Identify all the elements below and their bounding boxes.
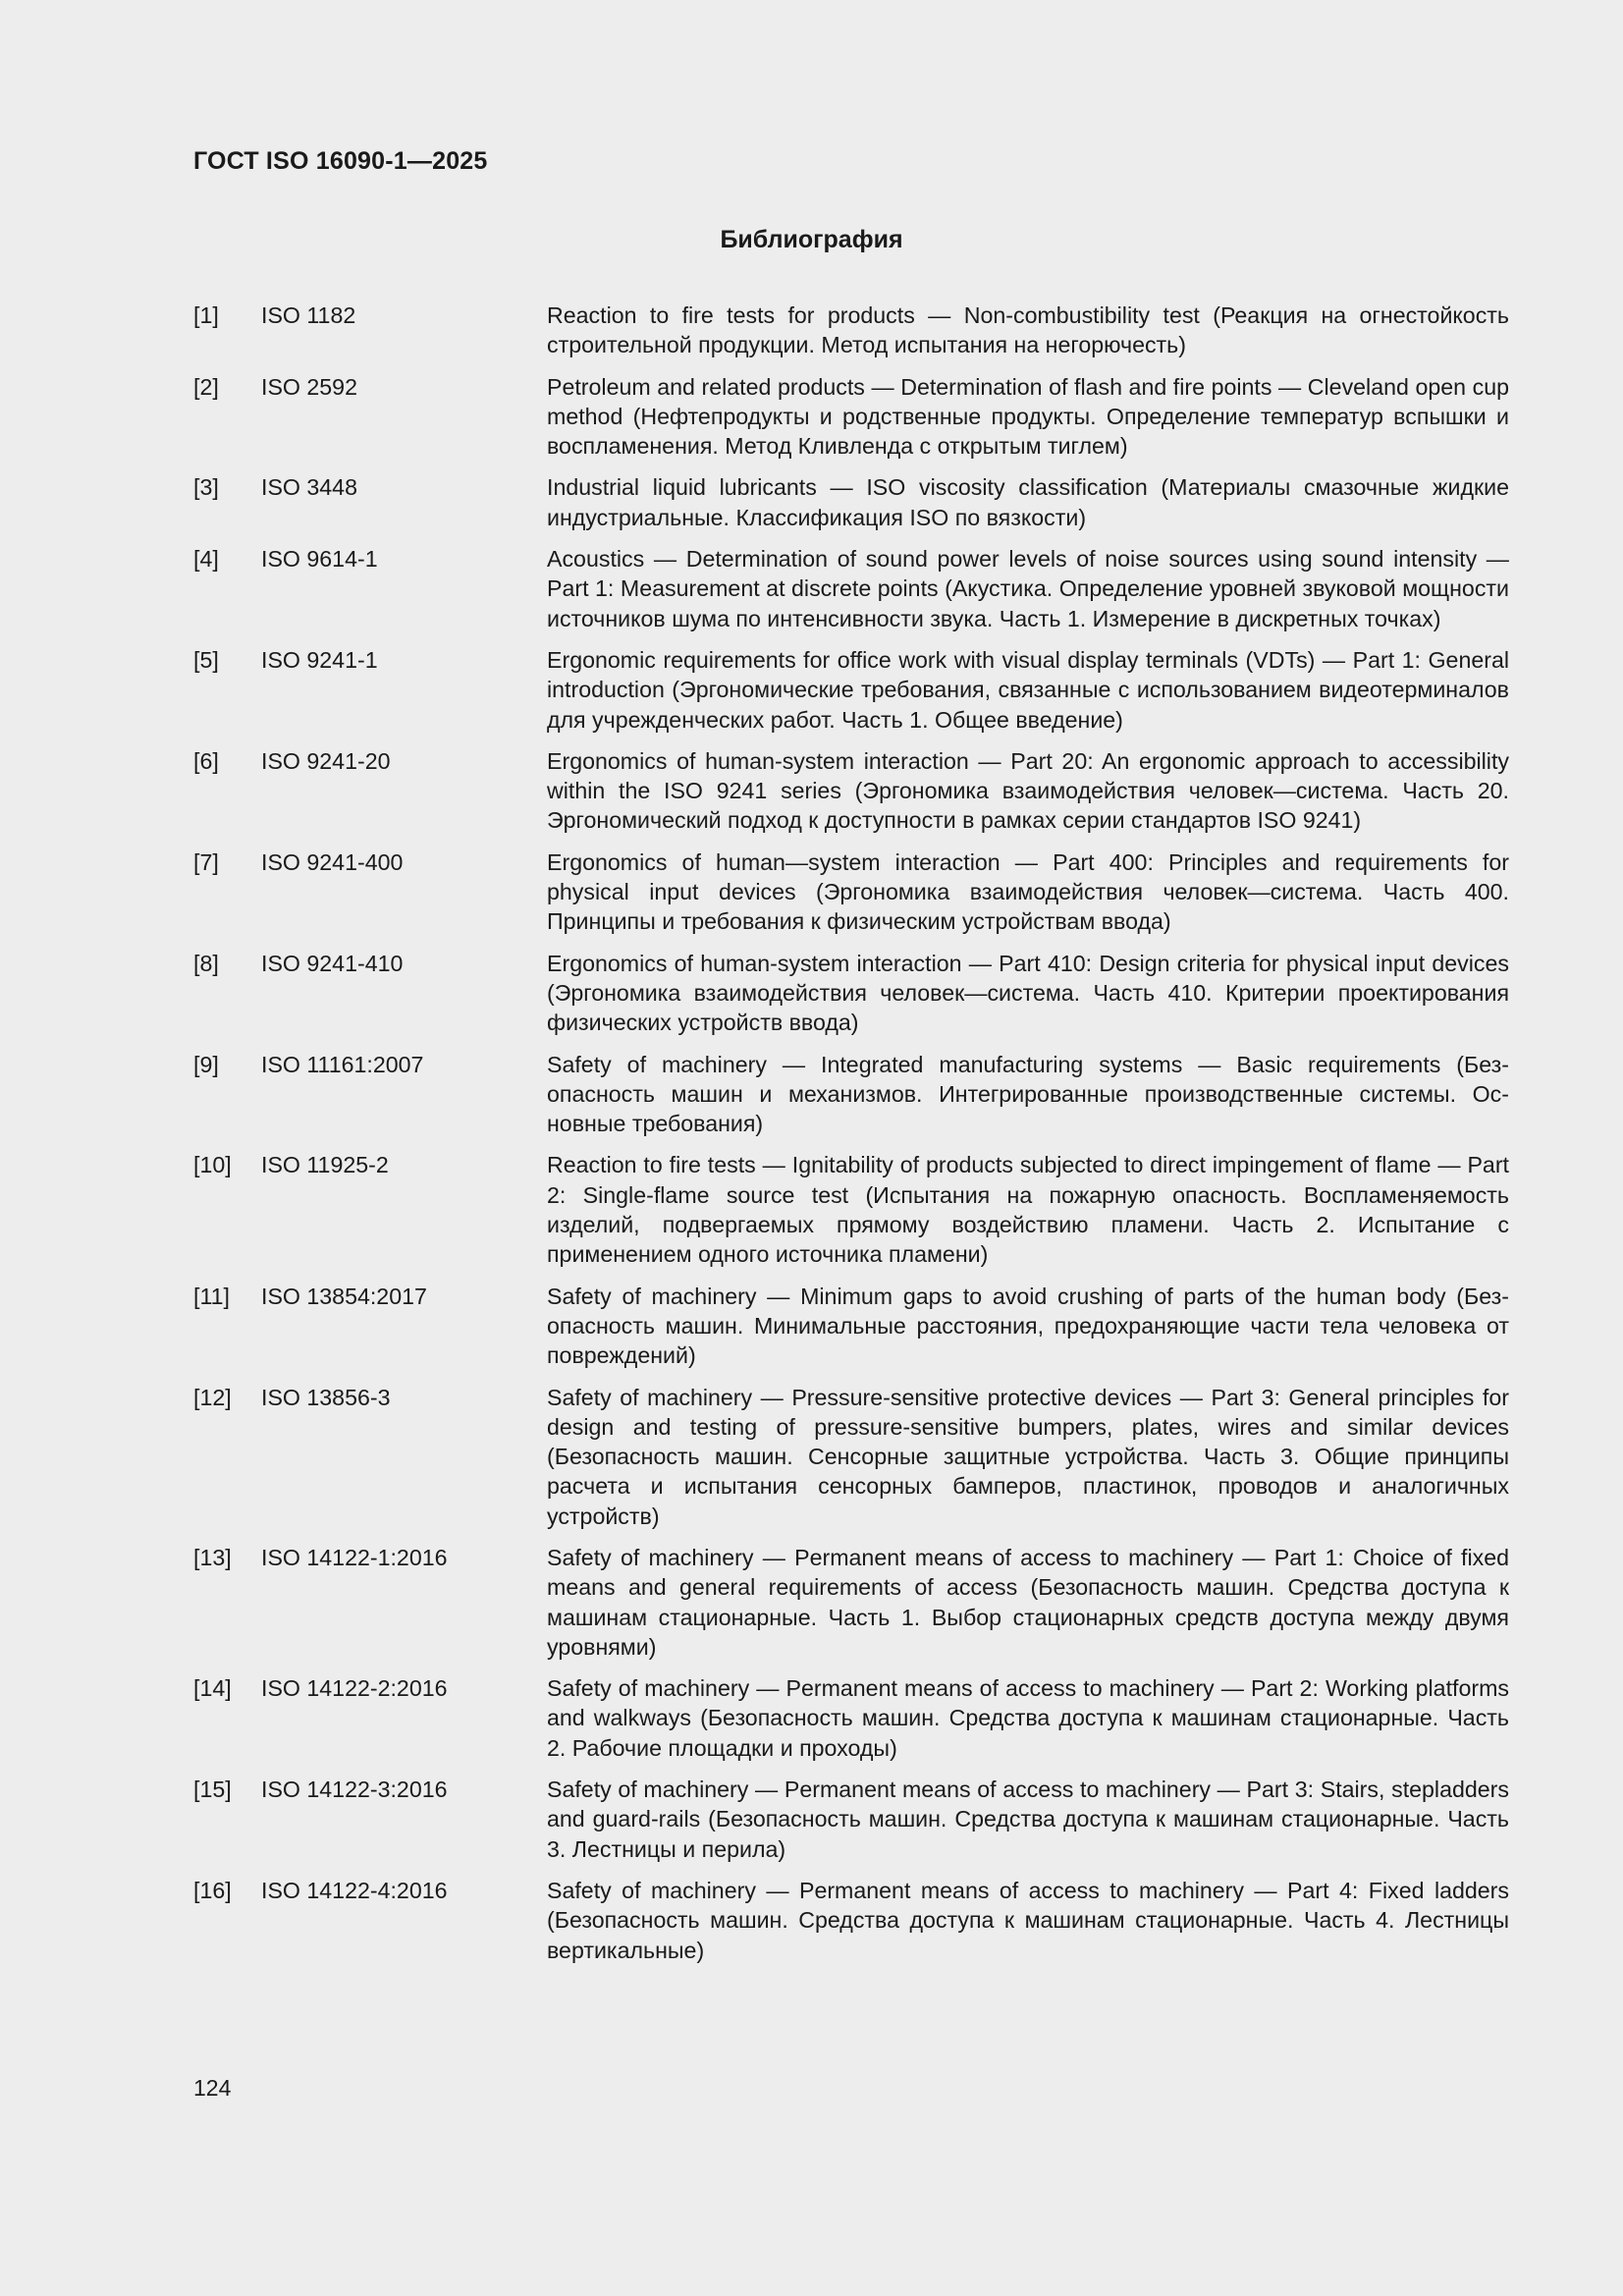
bibliography-entry	[193, 301, 1509, 360]
reference-number: [14]	[193, 1675, 232, 1702]
bibliography-list	[193, 301, 1509, 1977]
reference-code: ISO 13856-3	[261, 1384, 391, 1410]
bibliography-entry	[193, 472, 1509, 532]
bibliography-entry	[193, 645, 1509, 735]
bibliography-entry	[193, 847, 1509, 937]
reference-number: [5]	[193, 646, 219, 673]
bibliography-entry	[193, 1876, 1509, 1965]
reference-title: Acoustics — Determination of sound power levels of noise sources using sound intensity — Part 1: Measurement at discrete points (Акустика. Определение уровней звуковой мощности источников шума по интенсивности звука. Часть 1. Измерение в дискретных точках)	[547, 546, 1509, 631]
bibliography-entry	[193, 1673, 1509, 1763]
reference-number: [8]	[193, 950, 219, 976]
reference-number: [15]	[193, 1777, 232, 1803]
bibliography-entry	[193, 372, 1509, 462]
reference-number: [16]	[193, 1877, 232, 1903]
reference-title: Safety of machinery — Minimum gaps to avoid crushing of parts of the human body (Безопасность машин. Минимальные расстояния, предохраняющие части тела человека от повреждений)	[547, 1283, 1509, 1369]
reference-number: [3]	[193, 474, 219, 501]
reference-title: Safety of machinery — Permanent means of access to machinery — Part 1: Choice of fixed means and general requirements of access (Безопасность машин. Средства доступа к машинам стационарные. Часть 1. Выбор стационарных средств доступа между двумя уровнями)	[547, 1544, 1509, 1660]
reference-code: ISO 14122-4:2016	[261, 1877, 448, 1903]
reference-title: Industrial liquid lubricants — ISO viscosity classification (Материалы смазочные жидкие индустриальные. Классификация ISO по вязкости)	[547, 474, 1509, 530]
bibliography-entry	[193, 1543, 1509, 1662]
reference-code: ISO 14122-2:2016	[261, 1675, 448, 1702]
reference-code: ISO 2592	[261, 373, 357, 400]
reference-title: Safety of machinery — Permanent means of access to machinery — Part 4: Fixed ladders (Безопасность машин. Средства доступа к машинам стационарные. Часть 4. Лестницы вертикальные)	[547, 1877, 1509, 1963]
reference-title: Safety of machinery — Permanent means of access to machinery — Part 2: Working platforms and walkways (Безопасность машин. Средства доступа к машинам стационарные. Часть 2. Рабочие площадки и проходы)	[547, 1675, 1509, 1761]
reference-code: ISO 9241-400	[261, 848, 404, 875]
bibliography-entry	[193, 1775, 1509, 1864]
reference-code: ISO 9241-1	[261, 646, 378, 673]
page-number: 124	[193, 2075, 232, 2101]
reference-code: ISO 11161:2007	[261, 1051, 424, 1077]
reference-number: [4]	[193, 546, 219, 573]
bibliography-entry	[193, 949, 1509, 1038]
bibliography-entry	[193, 1383, 1509, 1531]
reference-title: Ergonomics of human-system interaction — Part 20: An ergonomic approach to accessibility within the ISO 9241 series (Эргономика взаимодействия человек—система. Часть 20. Эргономический подход к доступности в рамках серии стандартов ISO 9241)	[547, 747, 1509, 834]
reference-code: ISO 14122-3:2016	[261, 1777, 448, 1803]
reference-number: [6]	[193, 747, 219, 774]
reference-code: ISO 1182	[261, 302, 356, 328]
reference-code: ISO 9241-410	[261, 950, 404, 976]
reference-title: Ergonomic requirements for office work with visual display terminals (VDTs) — Part 1: General introduction (Эргономические требования, связанные с использованием видеотерминалов для учрежденческих работ. Часть 1. Общее введение)	[547, 646, 1509, 733]
bibliography-entry	[193, 544, 1509, 633]
bibliography-entry	[193, 746, 1509, 836]
reference-title: Reaction to fire tests — Ignitability of products subjected to direct impingement of flame — Part 2: Single-flame source test (Испытания на пожарную опасность. Воспламеняемость изделий, подвергаемых прямому воздействию пламени. Часть 2. Испытание с применением одного источника пламени)	[547, 1152, 1509, 1268]
reference-number: [9]	[193, 1051, 219, 1077]
bibliography-entry	[193, 1282, 1509, 1371]
reference-number: [11]	[193, 1283, 230, 1309]
reference-code: ISO 9241-20	[261, 747, 391, 774]
reference-code: ISO 14122-1:2016	[261, 1544, 448, 1570]
bibliography-entry	[193, 1150, 1509, 1269]
reference-number: [13]	[193, 1544, 232, 1570]
bibliography-entry	[193, 1050, 1509, 1139]
reference-title: Safety of machinery — Integrated manufacturing systems — Basic requirements (Безопасность машин и механизмов. Интегрированные производственные системы. Основные требования)	[547, 1051, 1509, 1137]
reference-code: ISO 11925-2	[261, 1152, 389, 1178]
reference-title: Safety of machinery — Permanent means of access to machinery — Part 3: Stairs, stepladders and guard-rails (Безопасность машин. Средства доступа к машинам стационарные. Часть 3. Лестницы и перила)	[547, 1777, 1509, 1862]
reference-title: Safety of machinery — Pressure-sensitive protective devices — Part 3: General principles for design and testing of pressure-sensitive bumpers, plates, wires and similar devices (Безопасность машин. Сенсорные защитные устройства. Часть 3. Общие принципы расчета и испытания сенсорных бамперов, пластинок, проводов и аналогичных устройств)	[547, 1384, 1509, 1529]
reference-code: ISO 9614-1	[261, 546, 378, 573]
reference-title: Ergonomics of human-system interaction — Part 410: Design criteria for physical input devices (Эргономика взаимодействия человек—система. Часть 410. Критерии проектирования физических устройств ввода)	[547, 950, 1509, 1036]
reference-number: [1]	[193, 302, 219, 328]
document-code: ГОСТ ISO 16090-1—2025	[193, 147, 488, 175]
reference-code: ISO 3448	[261, 474, 357, 501]
reference-code: ISO 13854:2017	[261, 1283, 427, 1309]
reference-number: [2]	[193, 373, 219, 400]
reference-number: [12]	[193, 1384, 232, 1410]
reference-number: [7]	[193, 848, 219, 875]
section-title: Библиография	[720, 226, 903, 253]
reference-number: [10]	[193, 1152, 232, 1178]
reference-title: Ergonomics of human—system interaction — Part 400: Principles and requirements for physical input devices (Эргономика взаимодействия человек—система. Часть 400. Принципы и требования к физическим устройствам ввода)	[547, 848, 1509, 935]
reference-title: Reaction to fire tests for products — Non-combustibility test (Реакция на огнестойкость строительной продукции. Метод испытания на негорючесть)	[547, 302, 1509, 358]
reference-title: Petroleum and related products — Determination of flash and fire points — Cleveland open cup method (Нефтепродукты и родственные продукты. Определение температур вспышки и воспламенения. Метод Кливленда с открытым тиглем)	[547, 373, 1509, 460]
